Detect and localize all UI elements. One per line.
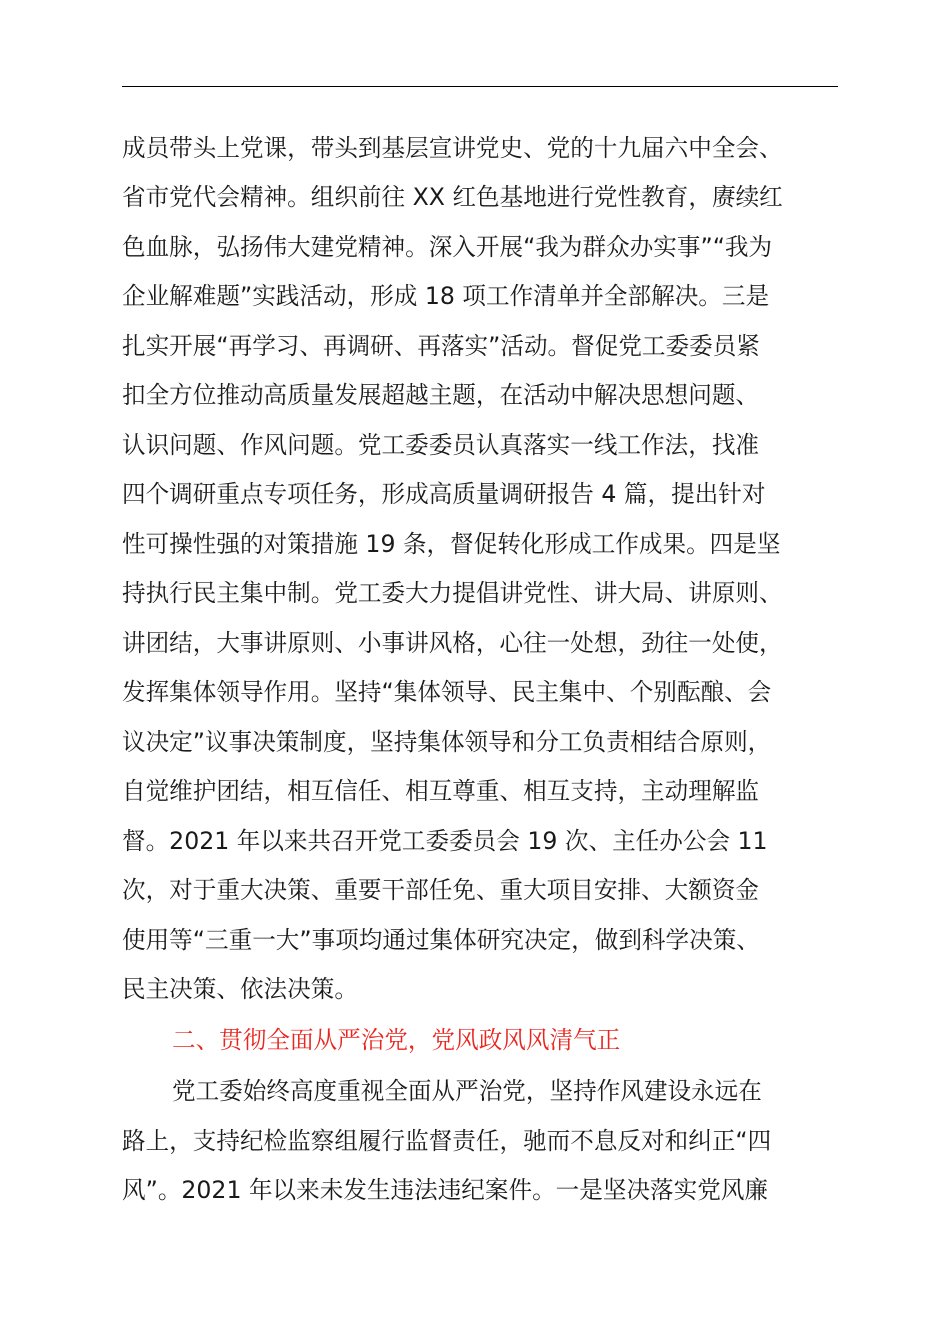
body-line: 使用等“三重一大”事项均通过集体研究决定，做到科学决策、 <box>122 926 760 954</box>
body-line: 发挥集体领导作用。坚持“集体领导、民主集中、个别酝酿、会 <box>122 678 772 706</box>
body-line: 性可操性强的对策措施 19 条，督促转化形成工作成果。四是坚 <box>122 530 781 558</box>
section-heading: 二、贯彻全面从严治党，党风政风风清气正 <box>172 1026 621 1054</box>
body-line: 民主决策、依法决策。 <box>122 975 358 1003</box>
body-line: 持执行民主集中制。党工委大力提倡讲党性、讲大局、讲原则、 <box>122 579 783 607</box>
body-line: 省市党代会精神。组织前往 XX 红色基地进行党性教育，赓续红 <box>122 183 783 211</box>
body-line: 四个调研重点专项任务，形成高质量调研报告 4 篇，提出针对 <box>122 480 766 508</box>
body-line: 自觉维护团结，相互信任、相互尊重、相互支持，主动理解监 <box>122 777 760 805</box>
body-line: 企业解难题”实践活动，形成 18 项工作清单并全部解决。三是 <box>122 282 770 310</box>
body-line: 风”。2021 年以来未发生违法违纪案件。一是坚决落实党风廉 <box>122 1176 769 1204</box>
body-line: 扣全方位推动高质量发展超越主题，在活动中解决思想问题、 <box>122 381 760 409</box>
body-line: 讲团结，大事讲原则、小事讲风格，心往一处想，劲往一处使， <box>122 629 783 657</box>
body-line: 扎实开展“再学习、再调研、再落实”活动。督促党工委委员紧 <box>122 332 760 360</box>
body-line: 党工委始终高度重视全面从严治党，坚持作风建设永远在 <box>172 1077 762 1105</box>
body-line: 议决定”议事决策制度，坚持集体领导和分工负责相结合原则， <box>122 728 772 756</box>
body-line: 成员带头上党课，带头到基层宣讲党史、党的十九届六中全会、 <box>122 134 783 162</box>
body-line: 色血脉，弘扬伟大建党精神。深入开展“我为群众办实事”“我为 <box>122 233 773 261</box>
header-rule <box>122 86 838 87</box>
body-line: 次，对于重大决策、重要干部任免、重大项目安排、大额资金 <box>122 876 760 904</box>
body-line: 认识问题、作风问题。党工委委员认真落实一线工作法，找准 <box>122 431 760 459</box>
body-line: 督。2021 年以来共召开党工委委员会 19 次、主任办公会 11 <box>122 827 768 855</box>
body-line: 路上，支持纪检监察组履行监督责任，驰而不息反对和纠正“四 <box>122 1127 772 1155</box>
